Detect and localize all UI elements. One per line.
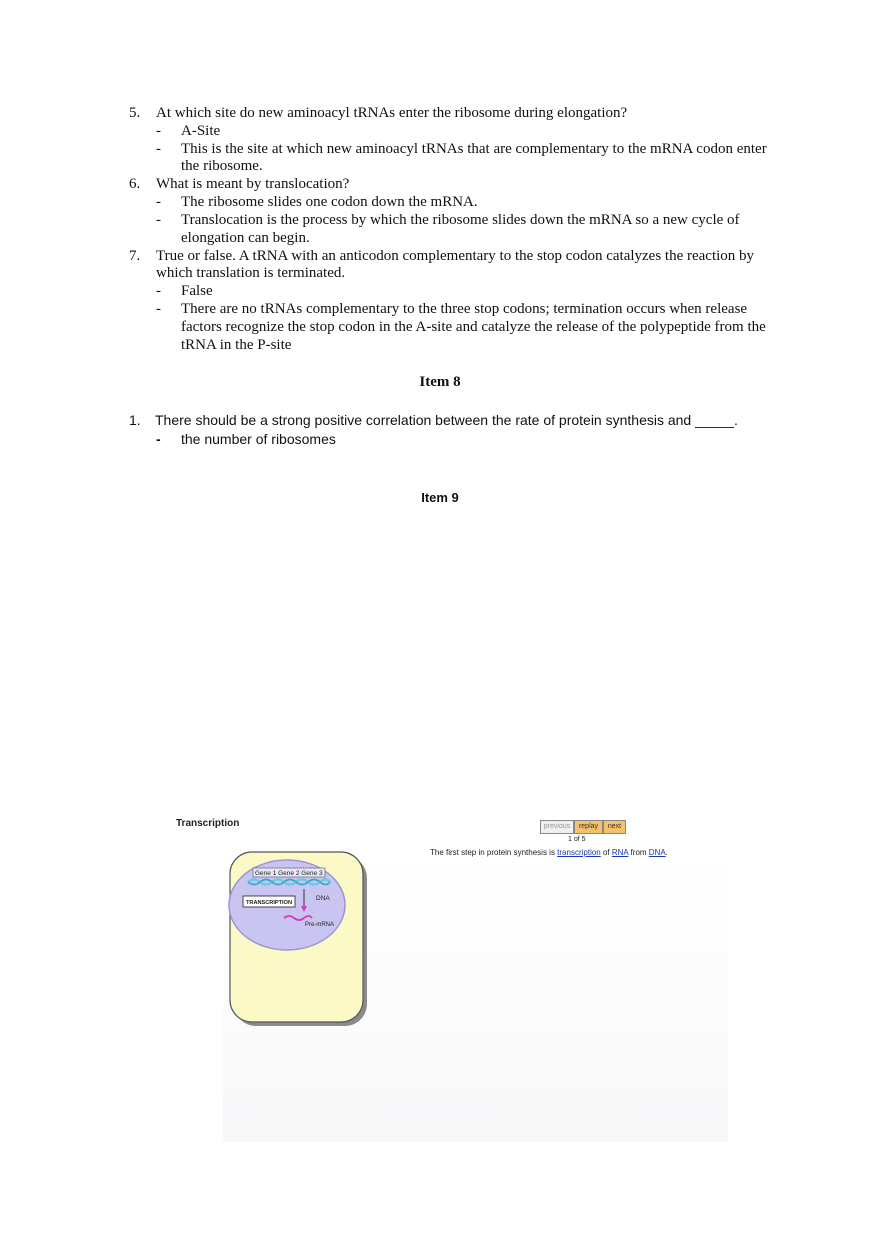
q5-answer-2-line-2: the ribosome. [181,158,263,174]
q7-answer-2-line-2: factors recognize the stop codon in the A-site and catalyze the release of the polypeptide from the [181,319,766,335]
item-8-q1-question: There should be a strong positive correlation between the rate of protein synthesis and _____. [155,412,738,428]
q6-answer-2-dash: - [156,212,161,228]
caption-text-3: from [628,848,649,857]
rna-link[interactable]: RNA [611,848,629,857]
cell-diagram [226,848,371,1030]
transcription-link[interactable]: transcription [557,848,601,857]
caption-text-4: . [665,848,668,857]
dna-link[interactable]: DNA [648,848,666,857]
q6-answer-2-line-1: Translocation is the process by which the ribosome slides down the mRNA so a new cycle of [181,212,740,228]
q5-answer-2-dash: - [156,141,161,157]
q7-answer-2-line-3: tRNA in the P-site [181,337,292,353]
item-8-heading: Item 8 [419,374,461,390]
item-9-heading: Item 9 [421,490,459,505]
q7-answer-1-dash: - [156,283,161,299]
replay-button[interactable]: replay [574,820,603,834]
q5-answer-1-dash: - [156,123,161,139]
q6-answer-1: The ribosome slides one codon down the mRNA. [181,194,478,210]
figure-title: Transcription [176,818,240,829]
q7-answer-1: False [181,283,213,299]
item-8-q1-answer: the number of ribosomes [181,431,336,447]
page-count: 1 of 5 [568,836,586,843]
q5-answer-2-line-1: This is the site at which new aminoacyl tRNAs that are complementary to the mRNA codon enter [181,141,767,157]
q6-number: 6. [129,176,141,192]
q5-number: 5. [129,105,141,121]
item-8-q1-number: 1. [129,412,141,428]
premrna-label: Pre-mRNA [305,922,335,928]
q7-answer-2-line-1: There are no tRNAs complementary to the three stop codons; termination occurs when release [181,301,748,317]
q7-number: 7. [129,248,141,264]
dna-label: DNA [316,895,330,902]
animation-nav [540,820,626,834]
figure-caption [430,848,668,857]
q6-answer-1-dash: - [156,194,161,210]
next-button[interactable]: next [603,820,626,834]
previous-button[interactable]: previous [540,820,574,834]
q5-answer-1: A-Site [181,123,221,139]
q7-question-line-1: True or false. A tRNA with an anticodon complementary to the stop codon catalyzes the reaction by [156,248,755,264]
caption-text-2: of [600,848,612,857]
item-8-q1-answer-dash: - [156,431,161,447]
transcription-label: TRANSCRIPTION [246,900,292,906]
q6-answer-2-line-2: elongation can begin. [181,230,310,246]
gene-labels: Gene 1 Gene 2 Gene 3 [255,870,323,877]
q5-question: At which site do new aminoacyl tRNAs enter the ribosome during elongation? [156,105,628,121]
caption-text-1: The first step in protein synthesis is [430,848,558,857]
transcription-figure [168,812,728,1142]
q7-answer-2-dash: - [156,301,161,317]
q7-question-line-2: which translation is terminated. [156,265,346,281]
q6-question: What is meant by translocation? [156,176,350,192]
